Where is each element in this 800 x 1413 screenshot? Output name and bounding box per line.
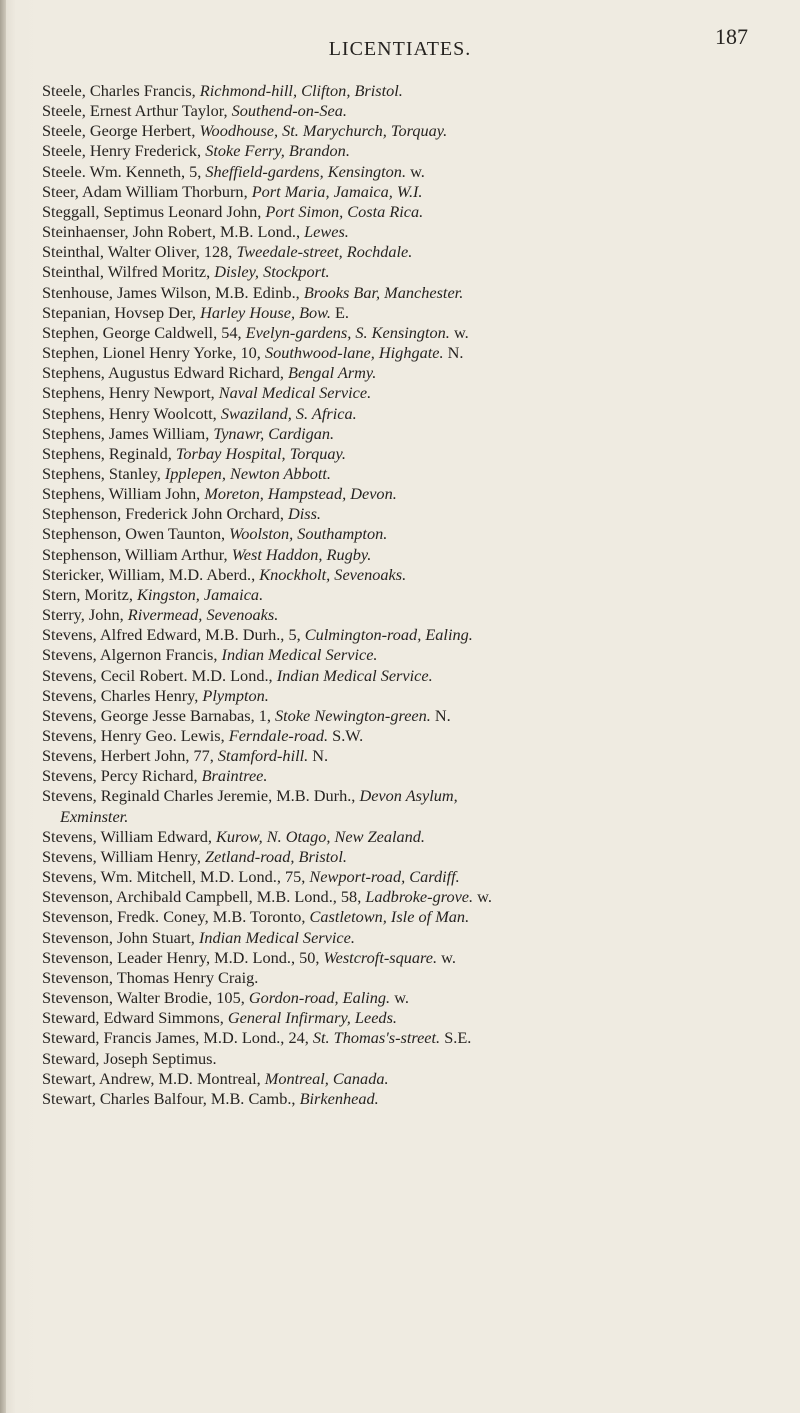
list-item [0,645,800,665]
entry-text [42,968,780,988]
list-item [0,464,800,484]
list-item [0,202,800,222]
entry-address: Diss. [287,504,321,524]
entry-text [42,605,780,625]
entry-text [42,222,780,242]
list-item [0,666,800,686]
entry-name: Stericker, William, M.D. Aberd., [42,564,260,584]
list-item [0,988,800,1008]
entry-address: Ladbroke-grove. [365,887,474,907]
entry-address: Stamford-hill. [217,746,309,766]
list-item [0,262,800,282]
entry-address: Harley House, Bow. [200,302,331,322]
entry-text [42,847,780,867]
entry-name: Stephen, George Caldwell, 54, [42,322,246,342]
entry-name: Stewart, Charles Balfour, M.B. Camb., [42,1088,300,1108]
entry-name: Stephenson, William Arthur, [42,544,232,564]
entry-name: Stephen, Lionel Henry Yorke, 10, [42,343,265,363]
entry-address: Evelyn-gardens, S. Kensington. [245,322,450,342]
entry-address: Southend-on-Sea. [231,101,347,121]
entry-text [42,766,780,786]
entry-text [42,565,780,585]
list-item [0,565,800,585]
entry-text [42,746,780,766]
entry-text [42,1069,780,1089]
entry-address: Indian Medical Service. [221,645,378,665]
list-item [0,907,800,927]
entry-district: w. [390,988,409,1008]
entry-name: Stevens, George Jesse Barnabas, 1, [42,705,276,725]
entry-text [42,928,780,948]
entry-address: Culmington-road, Ealing. [304,625,473,645]
entry-text [42,726,780,746]
entry-text [42,504,780,524]
entry-name: Stephens, William John, [42,484,205,504]
page-number: 187 [715,24,748,49]
entry-text [42,182,780,202]
entry-text [42,464,780,484]
entry-name: Stevens, Herbert John, 77, [42,746,218,766]
entry-name: Steele. Wm. Kenneth, 5, [42,161,206,181]
entry-address: Rivermead, Sevenoaks. [127,605,279,625]
entry-address: Ferndale-road. [228,726,329,745]
entry-address: Braintree. [201,766,268,786]
list-item [0,524,800,544]
entry-text [42,484,780,504]
entry-text [42,404,780,424]
entry-address: Port Maria, Jamaica, W.I. [251,181,423,201]
entry-district: N. [443,343,464,363]
list-item [0,968,800,988]
list-item [0,222,800,242]
entry-address: Torbay Hospital, Torquay. [175,443,346,463]
entry-name: Stevens, William Henry, [42,846,206,866]
entry-address: Stoke Ferry, Brandon. [205,141,350,161]
list-item [0,383,800,403]
list-item [0,404,800,424]
entry-name: Stephens, Augustus Edward Richard, [42,363,288,383]
entry-text [42,827,780,847]
list-item [0,585,800,605]
entry-text [60,807,780,827]
entry-address: Moreton, Hampstead, Devon. [204,484,397,504]
entry-name: Stephens, Henry Newport, [42,383,219,403]
list-item [0,867,800,887]
list-item [0,706,800,726]
entry-name: Stevens, Charles Henry, [42,685,203,705]
list-item [0,1049,800,1069]
entry-name: Stevenson, Archibald Campbell, M.B. Lond., 58, [42,887,366,907]
entry-text [42,1049,780,1069]
entry-name: Steinthal, Walter Oliver, 128, [42,242,237,262]
entry-address: Devon Asylum, [359,786,458,806]
list-item [0,121,800,141]
list-item [0,625,800,645]
entry-name: Stevens, Reginald Charles Jeremie, M.B. Durh., [42,786,360,806]
entry-text [42,907,780,927]
entry-address: Southwood-lane, Highgate. [264,343,444,363]
entry-text [42,343,780,363]
entry-district: E. [330,302,349,322]
entry-address: Birkenhead. [299,1088,379,1108]
list-item [0,101,800,121]
list-item [0,303,800,323]
list-item [0,323,800,343]
entry-address: Plympton. [202,685,269,705]
running-title: LICENTIATES. [328,38,472,60]
entry-address: General Infirmary, Leeds. [227,1008,397,1028]
entry-text [42,988,780,1008]
entry-address: Knockholt, Sevenoaks. [259,564,407,584]
list-item [0,948,800,968]
entry-name: Stephenson, Frederick John Orchard, [42,504,288,524]
entry-name: Stevenson, Walter Brodie, 105, [42,988,249,1008]
entry-address: Montreal, Canada. [264,1068,389,1088]
entry-name: Steele, George Herbert, [42,121,200,141]
entry-district: S.W. [328,726,364,745]
entry-text [42,948,780,968]
entry-address: Swaziland, S. Africa. [220,403,357,423]
list-item [0,928,800,948]
list-item [0,484,800,504]
entry-address: Richmond-hill, Clifton, Bristol. [199,81,403,100]
list-item [0,786,800,806]
entry-name: Stevens, William Edward, [42,826,217,846]
entry-text [42,625,780,645]
entry-text [42,444,780,464]
list-item [0,686,800,706]
entry-name: Stevenson, Fredk. Coney, M.B. Toronto, [42,907,310,927]
entry-address: Lewes. [304,222,349,242]
entry-name: Stern, Moritz, [42,584,137,604]
entry-name: Steinthal, Wilfred Moritz, [42,262,215,282]
list-item [0,1028,800,1048]
list-item [0,1008,800,1028]
entry-name: Stevenson, Leader Henry, M.D. Lond., 50, [42,947,324,967]
entry-name: Stevenson, Thomas Henry Craig. [42,967,259,987]
entry-text [42,283,780,303]
entry-name: Stephens, Henry Woolcott, [42,403,221,423]
list-item [0,141,800,161]
entry-address: Woolston, Southampton. [229,524,388,544]
entry-name: Stephens, Stanley, [42,463,165,483]
entry-text [42,81,780,101]
entry-text [42,303,780,323]
entry-name: Steggall, Septimus Leonard John, [42,201,266,221]
entry-text [42,121,780,141]
entry-address: Indian Medical Service. [198,927,355,947]
licentiate-list [0,81,800,1109]
entry-text [42,524,780,544]
entry-text [42,323,780,343]
entry-name: Steele, Henry Frederick, [42,141,206,161]
list-item [0,162,800,182]
entry-address: Exminster. [60,806,129,826]
entry-address: Disley, Stockport. [214,262,330,282]
list-item [0,847,800,867]
entry-name: Stevens, Percy Richard, [42,766,202,786]
page-header [0,24,800,74]
entry-text [42,545,780,565]
list-item [0,182,800,202]
list-item [0,605,800,625]
entry-address: Gordon-road, Ealing. [248,988,391,1008]
entry-name: Steinhaenser, John Robert, M.B. Lond., [42,222,305,242]
entry-name: Steward, Francis James, M.D. Lond., 24, [42,1028,313,1048]
list-item [0,746,800,766]
entry-text [42,666,780,686]
entry-address: Port Simon, Costa Rica. [265,201,424,221]
list-item [0,283,800,303]
entry-district: N. [430,705,451,725]
list-item [0,887,800,907]
entry-district: w. [449,322,469,342]
entry-address: West Haddon, Rugby. [231,544,372,564]
entry-text [42,262,780,282]
entry-text [42,424,780,444]
entry-text [42,162,780,182]
entry-name: Stevens, Wm. Mitchell, M.D. Lond., 75, [42,867,310,887]
entry-text [42,101,780,121]
entry-name: Stephens, Reginald, [42,443,176,463]
entry-address: Kingston, Jamaica. [136,584,264,604]
entry-text [42,585,780,605]
entry-name: Stewart, Andrew, M.D. Montreal, [42,1068,265,1088]
entry-address: Bengal Army. [288,363,377,383]
entry-address: Sheffield-gardens, Kensington. [205,161,407,181]
list-item [0,827,800,847]
entry-address: Naval Medical Service. [218,383,372,403]
entry-name: Sterry, John, [42,605,128,625]
entry-text [42,363,780,383]
entry-district: N. [308,746,329,766]
entry-text [42,242,780,262]
entry-name: Steele, Ernest Arthur Taylor, [42,101,232,121]
list-item [0,81,800,101]
list-item [0,424,800,444]
list-item [0,766,800,786]
entry-text [42,645,780,665]
entry-address: Castletown, Isle of Man. [309,907,470,927]
list-item [0,504,800,524]
entry-district: w. [473,887,492,907]
entry-text [42,786,780,806]
list-item [0,807,800,827]
entry-name: Stevens, Alfred Edward, M.B. Durh., 5, [42,625,305,645]
list-item [0,1069,800,1089]
entry-text [42,686,780,706]
list-item [0,444,800,464]
entry-name: Steele, Charles Francis, [42,81,200,100]
entry-text [42,1089,780,1109]
entry-name: Steward, Joseph Septimus. [42,1048,217,1068]
entry-address: Newport-road, Cardiff. [309,867,460,887]
list-item [0,1089,800,1109]
entry-address: Westcroft-square. [323,947,438,967]
entry-text [42,706,780,726]
entry-address: Ipplepen, Newton Abbott. [164,463,331,483]
entry-name: Stepanian, Hovsep Der, [42,302,201,322]
entry-name: Steward, Edward Simmons, [42,1008,228,1028]
entry-text [42,1008,780,1028]
entry-text [42,383,780,403]
entry-address: Stoke Newington-green. [275,705,431,725]
entry-name: Stephenson, Owen Taunton, [42,524,230,544]
entry-address: Indian Medical Service. [276,665,433,685]
entry-district: S.E. [440,1028,472,1048]
entry-address: Woodhouse, St. Marychurch, Torquay. [199,121,448,141]
entry-district: w. [406,161,425,181]
entry-name: Stephens, James William, [42,423,214,443]
entry-text [42,202,780,222]
list-item [0,343,800,363]
list-item [0,242,800,262]
entry-name: Stevenson, John Stuart, [42,927,199,947]
entry-address: Brooks Bar, Manchester. [303,282,464,302]
entry-text [42,867,780,887]
entry-address: Kurow, N. Otago, New Zealand. [216,826,426,846]
entry-address: Zetland-road, Bristol. [205,846,347,866]
list-item [0,545,800,565]
entry-name: Stevens, Algernon Francis, [42,645,222,665]
entry-address: St. Thomas's-street. [312,1028,441,1048]
entry-name: Steer, Adam William Thorburn, [42,181,252,201]
list-item [0,363,800,383]
entry-district: w. [437,947,456,967]
entry-name: Stevens, Henry Geo. Lewis, [42,726,229,745]
list-item [0,726,800,746]
entry-address: Tweedale-street, Rochdale. [236,242,413,262]
entry-text [42,887,780,907]
entry-text [42,1028,780,1048]
entry-name: Stenhouse, James Wilson, M.B. Edinb., [42,282,304,302]
entry-text [42,141,780,161]
entry-address: Tynawr, Cardigan. [213,423,335,443]
entry-name: Stevens, Cecil Robert. M.D. Lond., [42,665,277,685]
